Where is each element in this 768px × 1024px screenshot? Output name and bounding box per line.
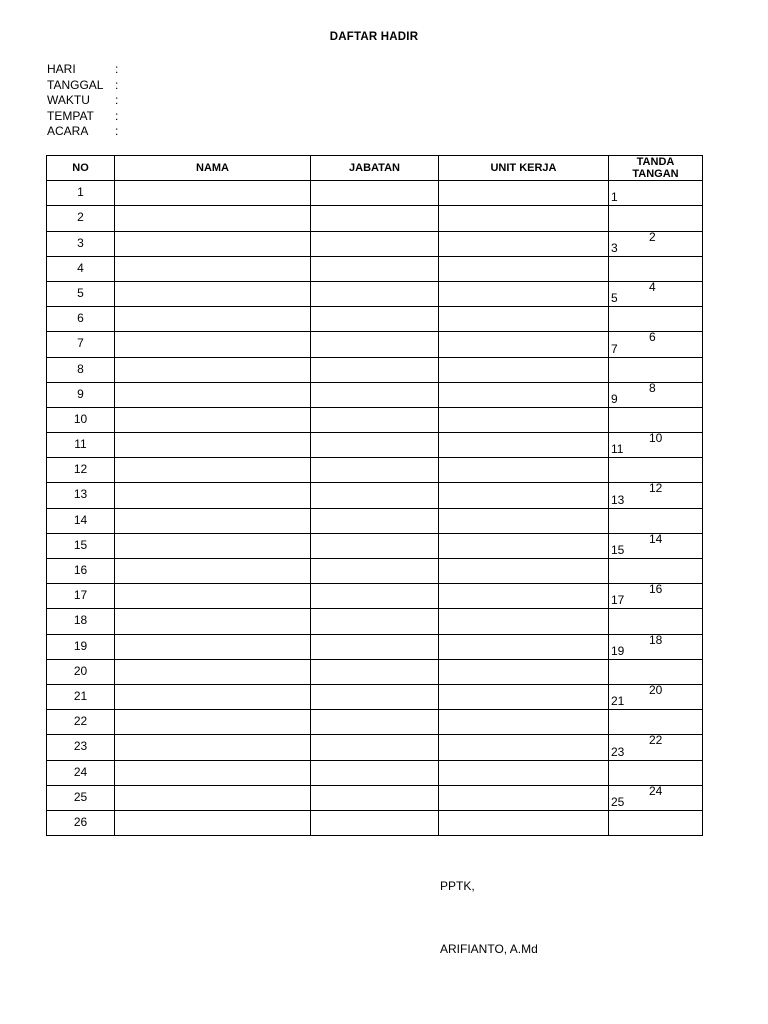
cell-nama[interactable] [115, 332, 311, 357]
signature-number: 14 [649, 531, 663, 546]
signature-number: 10 [649, 431, 663, 446]
cell-tanda-tangan[interactable] [609, 382, 703, 407]
cell-no: 20 [47, 659, 115, 684]
header-no: NO [47, 156, 115, 181]
table-row [47, 231, 703, 256]
cell-no: 4 [47, 256, 115, 281]
cell-tanda-tangan[interactable] [609, 281, 703, 306]
cell-jabatan[interactable] [311, 785, 439, 810]
meta-label: TANGGAL [47, 77, 104, 92]
cell-unit-kerja[interactable] [439, 307, 609, 332]
cell-nama[interactable] [115, 659, 311, 684]
cell-nama[interactable] [115, 810, 311, 835]
cell-unit-kerja[interactable] [439, 760, 609, 785]
table-row [47, 684, 703, 709]
meta-label: WAKTU [47, 93, 90, 107]
cell-no: 13 [47, 483, 115, 508]
meta-fields [47, 62, 125, 140]
cell-tanda-tangan[interactable] [609, 332, 703, 357]
signature-number: 22 [649, 733, 663, 748]
cell-unit-kerja[interactable] [439, 382, 609, 407]
cell-tanda-tangan[interactable] [609, 760, 703, 798]
meta-colon: : [115, 108, 119, 123]
table-row [47, 382, 703, 407]
cell-jabatan[interactable] [311, 307, 439, 332]
cell-no: 12 [47, 458, 115, 483]
cell-nama[interactable] [115, 281, 311, 306]
cell-jabatan[interactable] [311, 609, 439, 634]
table-row [47, 181, 703, 206]
table-row [47, 458, 703, 483]
cell-nama[interactable] [115, 458, 311, 483]
table-row [47, 307, 703, 332]
table-row [47, 659, 703, 684]
header-jabatan: JABATAN [311, 156, 439, 181]
cell-nama[interactable] [115, 584, 311, 609]
cell-no: 18 [47, 609, 115, 634]
cell-unit-kerja[interactable] [439, 256, 609, 281]
cell-nama[interactable] [115, 684, 311, 709]
cell-nama[interactable] [115, 785, 311, 810]
cell-unit-kerja[interactable] [439, 206, 609, 231]
table-row [47, 810, 703, 835]
signature-number: 7 [611, 341, 618, 356]
cell-unit-kerja[interactable] [439, 710, 609, 735]
table-row [47, 634, 703, 659]
cell-nama[interactable] [115, 710, 311, 735]
cell-jabatan[interactable] [311, 281, 439, 306]
signature-role: PPTK, [440, 879, 475, 893]
signature-number: 2 [649, 229, 656, 244]
table-row [47, 559, 703, 584]
table-header-row [47, 156, 703, 181]
cell-nama[interactable] [115, 357, 311, 382]
cell-jabatan[interactable] [311, 533, 439, 558]
cell-tanda-tangan[interactable] [609, 684, 703, 709]
attendance-table [46, 155, 703, 836]
cell-jabatan[interactable] [311, 584, 439, 609]
cell-no: 2 [47, 206, 115, 231]
cell-nama[interactable] [115, 307, 311, 332]
signature-number: 18 [649, 632, 663, 647]
signature-number: 8 [649, 380, 656, 395]
cell-tanda-tangan[interactable] [609, 735, 703, 760]
table-row [47, 710, 703, 735]
table-body [47, 181, 703, 836]
cell-no: 26 [47, 810, 115, 835]
cell-no: 15 [47, 533, 115, 558]
cell-no: 21 [47, 684, 115, 709]
cell-nama[interactable] [115, 483, 311, 508]
signature-number: 19 [611, 643, 625, 658]
cell-unit-kerja[interactable] [439, 634, 609, 659]
cell-unit-kerja[interactable] [439, 407, 609, 432]
cell-no: 16 [47, 559, 115, 584]
cell-jabatan[interactable] [311, 332, 439, 357]
signature-number: 11 [611, 442, 624, 457]
table-row [47, 332, 703, 357]
meta-colon: : [115, 93, 119, 107]
signature-number: 12 [649, 481, 663, 496]
cell-no: 6 [47, 307, 115, 332]
table-row [47, 281, 703, 306]
cell-jabatan[interactable] [311, 508, 439, 533]
cell-jabatan[interactable] [311, 659, 439, 684]
signature-number: 24 [649, 783, 663, 798]
cell-jabatan[interactable] [311, 559, 439, 584]
cell-tanda-tangan[interactable] [609, 634, 703, 659]
signature-number: 21 [611, 694, 625, 709]
cell-nama[interactable] [115, 231, 311, 256]
table-row [47, 483, 703, 508]
cell-jabatan[interactable] [311, 684, 439, 709]
table-row [47, 760, 703, 785]
cell-no: 24 [47, 760, 115, 785]
cell-unit-kerja[interactable] [439, 609, 609, 634]
cell-nama[interactable] [115, 559, 311, 584]
cell-jabatan[interactable] [311, 483, 439, 508]
cell-nama[interactable] [115, 760, 311, 785]
meta-row-tempat [47, 109, 125, 125]
signature-number: 15 [611, 543, 625, 557]
meta-colon: : [115, 77, 119, 92]
cell-no: 8 [47, 357, 115, 382]
cell-no: 1 [47, 181, 115, 206]
cell-tanda-tangan[interactable] [609, 357, 703, 395]
meta-label: TEMPAT [47, 108, 94, 123]
cell-tanda-tangan[interactable] [609, 584, 703, 609]
signature-number: 23 [611, 744, 625, 759]
cell-nama[interactable] [115, 433, 311, 458]
cell-jabatan[interactable] [311, 231, 439, 256]
table-row [47, 735, 703, 760]
cell-unit-kerja[interactable] [439, 810, 609, 835]
cell-tanda-tangan[interactable] [609, 508, 703, 546]
cell-no: 10 [47, 407, 115, 432]
cell-unit-kerja[interactable] [439, 659, 609, 684]
table-row [47, 256, 703, 281]
cell-tanda-tangan[interactable] [609, 231, 703, 256]
cell-jabatan[interactable] [311, 382, 439, 407]
cell-tanda-tangan[interactable] [609, 533, 703, 558]
cell-no: 7 [47, 332, 115, 357]
cell-tanda-tangan[interactable] [609, 659, 703, 697]
cell-tanda-tangan[interactable] [609, 206, 703, 244]
cell-jabatan[interactable] [311, 710, 439, 735]
cell-tanda-tangan[interactable] [609, 609, 703, 647]
cell-jabatan[interactable] [311, 735, 439, 760]
cell-unit-kerja[interactable] [439, 483, 609, 508]
cell-nama[interactable] [115, 382, 311, 407]
cell-jabatan[interactable] [311, 206, 439, 231]
cell-no: 22 [47, 710, 115, 735]
cell-unit-kerja[interactable] [439, 508, 609, 533]
cell-jabatan[interactable] [311, 181, 439, 206]
meta-label: ACARA [47, 124, 89, 138]
cell-unit-kerja[interactable] [439, 281, 609, 306]
cell-no: 11 [47, 433, 115, 458]
cell-nama[interactable] [115, 533, 311, 558]
cell-unit-kerja[interactable] [439, 181, 609, 206]
signature-number: 25 [611, 794, 625, 809]
cell-unit-kerja[interactable] [439, 735, 609, 760]
cell-jabatan[interactable] [311, 634, 439, 659]
signature-number: 16 [649, 582, 663, 597]
header-tangan: TANGAN [632, 168, 679, 181]
meta-row-acara [47, 124, 125, 140]
cell-tanda-tangan[interactable] [609, 181, 703, 206]
table-row [47, 508, 703, 533]
cell-nama[interactable] [115, 609, 311, 634]
signature-number: 5 [611, 291, 618, 306]
cell-tanda-tangan[interactable] [609, 407, 703, 446]
cell-no: 14 [47, 508, 115, 533]
cell-tanda-tangan[interactable] [609, 559, 703, 597]
cell-unit-kerja[interactable] [439, 584, 609, 609]
cell-nama[interactable] [115, 181, 311, 206]
cell-unit-kerja[interactable] [439, 458, 609, 483]
table-row [47, 206, 703, 231]
cell-unit-kerja[interactable] [439, 433, 609, 458]
meta-colon: : [115, 124, 119, 138]
cell-unit-kerja[interactable] [439, 559, 609, 584]
table-row [47, 407, 703, 432]
meta-colon: : [115, 62, 119, 76]
cell-unit-kerja[interactable] [439, 357, 609, 382]
signature-number: 20 [649, 682, 663, 697]
cell-no: 23 [47, 735, 115, 760]
meta-label: HARI [47, 62, 76, 76]
cell-tanda-tangan[interactable] [609, 785, 703, 810]
header-tanda-tangan [609, 156, 703, 181]
table-row [47, 357, 703, 382]
cell-unit-kerja[interactable] [439, 785, 609, 810]
cell-no: 5 [47, 281, 115, 306]
header-nama: NAMA [115, 156, 311, 181]
signature-number: 17 [611, 593, 625, 608]
cell-nama[interactable] [115, 508, 311, 533]
cell-tanda-tangan[interactable] [609, 307, 703, 345]
cell-nama[interactable] [115, 735, 311, 760]
cell-jabatan[interactable] [311, 256, 439, 281]
cell-unit-kerja[interactable] [439, 684, 609, 709]
cell-no: 9 [47, 382, 115, 407]
signature-number: 1 [611, 190, 618, 205]
cell-nama[interactable] [115, 256, 311, 281]
cell-jabatan[interactable] [311, 760, 439, 785]
header-unit-kerja: UNIT KERJA [439, 156, 609, 181]
cell-tanda-tangan[interactable] [609, 458, 703, 496]
document-title: DAFTAR HADIR [329, 31, 419, 43]
cell-no: 25 [47, 785, 115, 810]
signature-number: 9 [611, 391, 618, 406]
table-row [47, 433, 703, 458]
cell-jabatan[interactable] [311, 357, 439, 382]
cell-unit-kerja[interactable] [439, 231, 609, 256]
signature-name: ARIFIANTO, A.Md [440, 942, 538, 956]
table-row [47, 785, 703, 810]
cell-tanda-tangan[interactable] [609, 433, 703, 458]
cell-nama[interactable] [115, 407, 311, 432]
cell-no: 3 [47, 231, 115, 256]
table-row [47, 609, 703, 634]
cell-jabatan[interactable] [311, 810, 439, 835]
cell-jabatan[interactable] [311, 407, 439, 432]
signature-number: 13 [611, 492, 625, 507]
signature-number: 6 [649, 330, 656, 345]
cell-jabatan[interactable] [311, 458, 439, 483]
cell-tanda-tangan[interactable] [609, 710, 703, 748]
signature-number: 4 [649, 279, 656, 294]
meta-row-tanggal [47, 78, 125, 94]
cell-tanda-tangan[interactable] [609, 256, 703, 294]
cell-unit-kerja[interactable] [439, 533, 609, 558]
cell-jabatan[interactable] [311, 433, 439, 458]
signature-number: 3 [611, 240, 618, 255]
cell-no: 19 [47, 634, 115, 659]
cell-no: 17 [47, 584, 115, 609]
cell-unit-kerja[interactable] [439, 332, 609, 357]
meta-row-waktu [47, 93, 125, 109]
table-row [47, 533, 703, 558]
table-row [47, 584, 703, 609]
meta-row-hari [47, 62, 125, 78]
cell-tanda-tangan[interactable] [609, 810, 703, 835]
cell-nama[interactable] [115, 634, 311, 659]
cell-tanda-tangan[interactable] [609, 483, 703, 508]
header-tanda: TANDA [636, 156, 675, 169]
cell-nama[interactable] [115, 206, 311, 231]
